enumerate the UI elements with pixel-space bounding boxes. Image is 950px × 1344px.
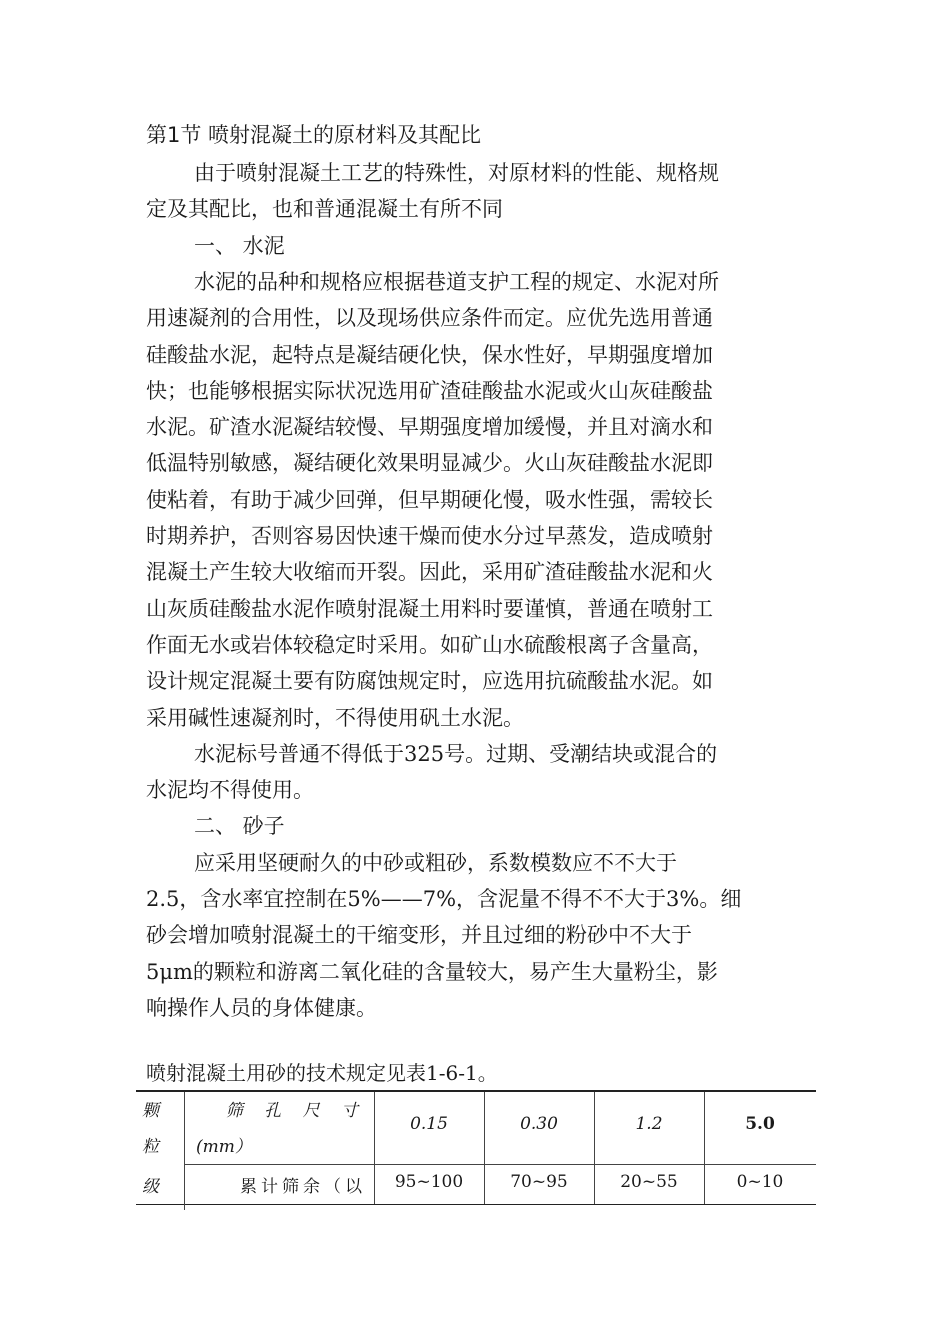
residue-cell: 0~10 bbox=[736, 1172, 784, 1192]
body-line: 二、 砂子 bbox=[194, 814, 285, 839]
body-line: 低温特别敏感，凝结硬化效果明显减少。火山灰硅酸盐水泥即 bbox=[146, 451, 713, 476]
table-col-divider bbox=[184, 1092, 185, 1210]
residue-cell: 20~55 bbox=[620, 1172, 678, 1192]
residue-cell: 70~95 bbox=[510, 1172, 568, 1192]
body-line: 快；也能够根据实际状况选用矿渣硅酸盐水泥或火山灰硅酸盐 bbox=[146, 378, 713, 403]
body-line: 5μm的颗粒和游离二氧化硅的含量较大，易产生大量粉尘，影 bbox=[146, 959, 718, 984]
body-line: 使粘着，有助于减少回弹，但早期硬化慢，吸水性强，需较长 bbox=[146, 487, 713, 512]
body-line: 水泥的品种和规格应根据巷道支护工程的规定、水泥对所 bbox=[194, 269, 719, 294]
body-line: 混凝土产生较大收缩而开裂。因此，采用矿渣硅酸盐水泥和火 bbox=[146, 560, 713, 585]
body-line: 水泥均不得使用。 bbox=[146, 778, 314, 803]
body-line: 采用碱性速凝剂时，不得使用矾土水泥。 bbox=[146, 705, 524, 730]
body-line: 响操作人员的身体健康。 bbox=[146, 995, 377, 1020]
body-line: 水泥。矿渣水泥凝结较慢、早期强度增加缓慢，并且对滴水和 bbox=[146, 415, 713, 440]
sieve-size-cell: 1.2 bbox=[635, 1114, 663, 1134]
sieve-size-cell: 0.15 bbox=[410, 1114, 448, 1134]
body-line: 2.5，含水率宜控制在5%——7%，含泥量不得不不大于3%。细 bbox=[146, 887, 742, 911]
body-line: 由于喷射混凝土工艺的特殊性，对原材料的性能、规格规 bbox=[194, 161, 719, 185]
sieve-size-header: 筛 孔 尺 寸 bbox=[225, 1101, 366, 1121]
table-row-divider-left bbox=[184, 1164, 374, 1165]
side-label-char: 级 bbox=[142, 1177, 159, 1197]
body-line: 水泥标号普通不得低于325号。过期、受潮结块或混合的 bbox=[194, 741, 718, 766]
body-line: 设计规定混凝土要有防腐蚀规定时，应选用抗硫酸盐水泥。如 bbox=[146, 669, 713, 694]
residue-cell: 95~100 bbox=[394, 1172, 464, 1192]
sand-grading-table bbox=[136, 1090, 816, 1208]
body-line: 硅酸盐水泥，起特点是凝结硬化快，保水性好，早期强度增加 bbox=[146, 342, 713, 367]
body-line: 山灰质硅酸盐水泥作喷射混凝土用料时要谨慎，普通在喷射工 bbox=[146, 596, 713, 621]
side-label-char: 颗 bbox=[142, 1101, 159, 1121]
cumulative-residue-label: 累计筛余（以 bbox=[240, 1177, 366, 1197]
body-line: 时期养护，否则容易因快速干燥而使水分过早蒸发，造成喷射 bbox=[146, 524, 713, 548]
sieve-size-unit: (mm） bbox=[196, 1137, 252, 1157]
table-bottom-rule bbox=[136, 1204, 816, 1205]
body-line: 一、 水泥 bbox=[194, 233, 285, 258]
body-line: 定及其配比，也和普通混凝土有所不同 bbox=[146, 197, 503, 222]
body-line: 砂会增加喷射混凝土的干缩变形，并且过细的粉砂中不大于 bbox=[146, 923, 692, 948]
sieve-size-cell: 5.0 bbox=[745, 1114, 775, 1134]
body-line: 用速凝剂的合用性，以及现场供应条件而定。应优先选用普通 bbox=[146, 306, 713, 331]
table-top-rule bbox=[136, 1090, 816, 1092]
body-line: 应采用坚硬耐久的中砂或粗砂，系数模数应不不大于 bbox=[194, 850, 677, 875]
side-label-char: 粒 bbox=[142, 1137, 159, 1157]
sieve-size-cell: 0.30 bbox=[520, 1114, 558, 1134]
table-row-divider bbox=[374, 1164, 816, 1165]
section-heading: 第1节 喷射混凝土的原材料及其配比 bbox=[146, 123, 482, 147]
body-line: 作面无水或岩体较稳定时采用。如矿山水硫酸根离子含量高， bbox=[146, 632, 713, 657]
table-caption: 喷射混凝土用砂的技术规定见表1-6-1。 bbox=[146, 1061, 498, 1085]
